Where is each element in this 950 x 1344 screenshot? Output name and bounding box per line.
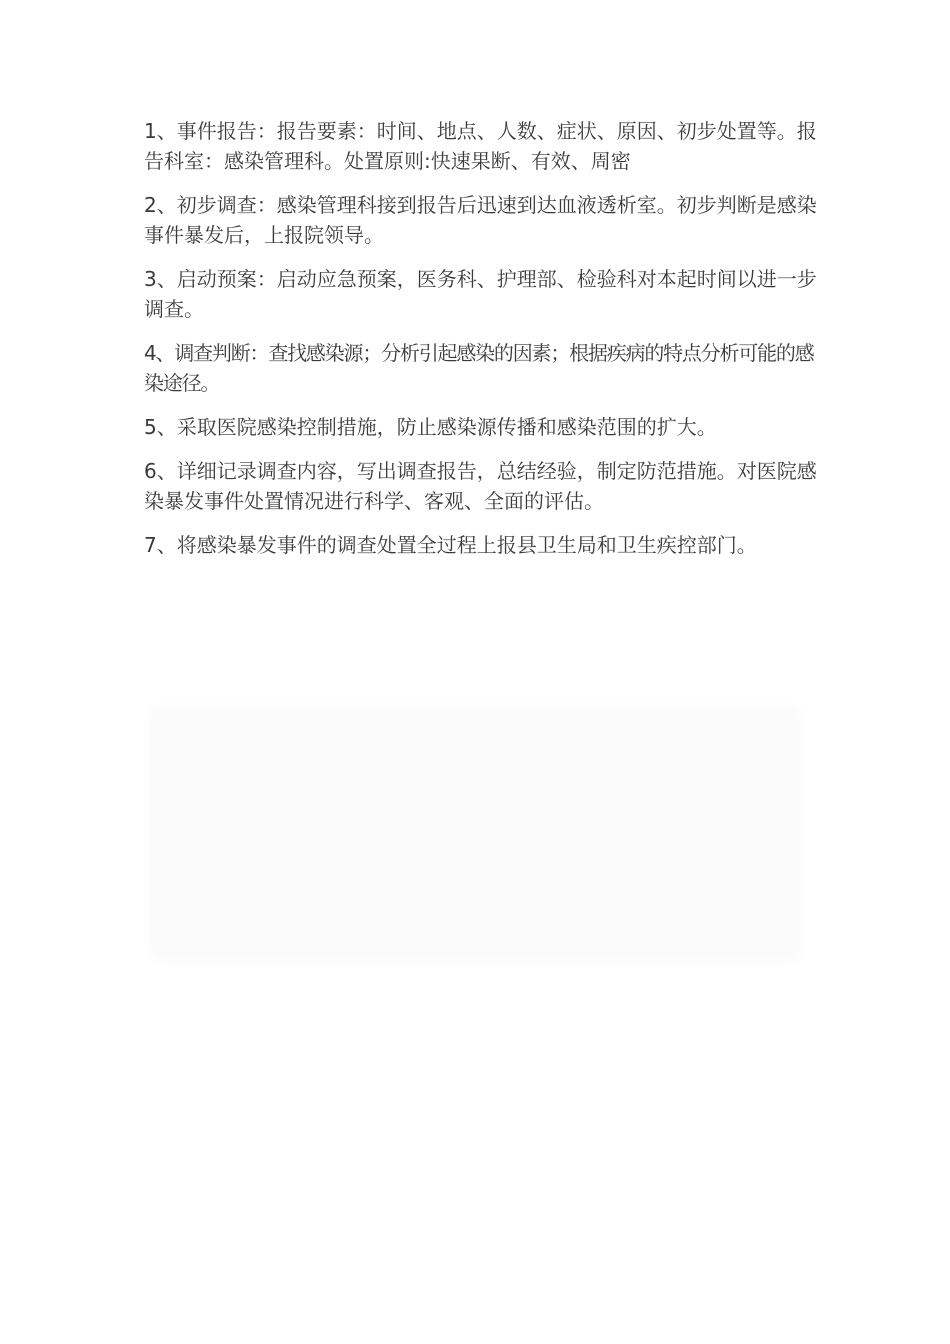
paragraph-initial-investigation: 2、初步调查：感染管理科接到报告后迅速到达血液透析室。初步判断是感染事件暴发后，上报院领导。 xyxy=(144,193,817,247)
paragraph-start-plan: 3、启动预案：启动应急预案，医务科、护理部、检验科对本起时间以进一步调查。 xyxy=(144,267,817,321)
paragraph-event-report: 1、事件报告：报告要素：时间、地点、人数、症状、原因、初步处置等。报告科室：感染管理科。处置原则:快速果断、有效、周密 xyxy=(144,119,817,173)
paragraph-investigation-judgment: 4、调查判断：查找感染源；分析引起感染的因素；根据疾病的特点分析可能的感染途径。 xyxy=(144,341,814,395)
blank-image-area xyxy=(144,700,806,968)
paragraph-record-report: 6、详细记录调查内容，写出调查报告，总结经验，制定防范措施。对医院感染暴发事件处置情况进行科学、客观、全面的评估。 xyxy=(144,459,817,513)
paragraph-report-upward: 7、将感染暴发事件的调查处置全过程上报县卫生局和卫生疾控部门。 xyxy=(144,533,757,557)
document-body xyxy=(144,116,824,574)
paragraph-control-measures: 5、采取医院感染控制措施，防止感染源传播和感染范围的扩大。 xyxy=(144,415,717,439)
